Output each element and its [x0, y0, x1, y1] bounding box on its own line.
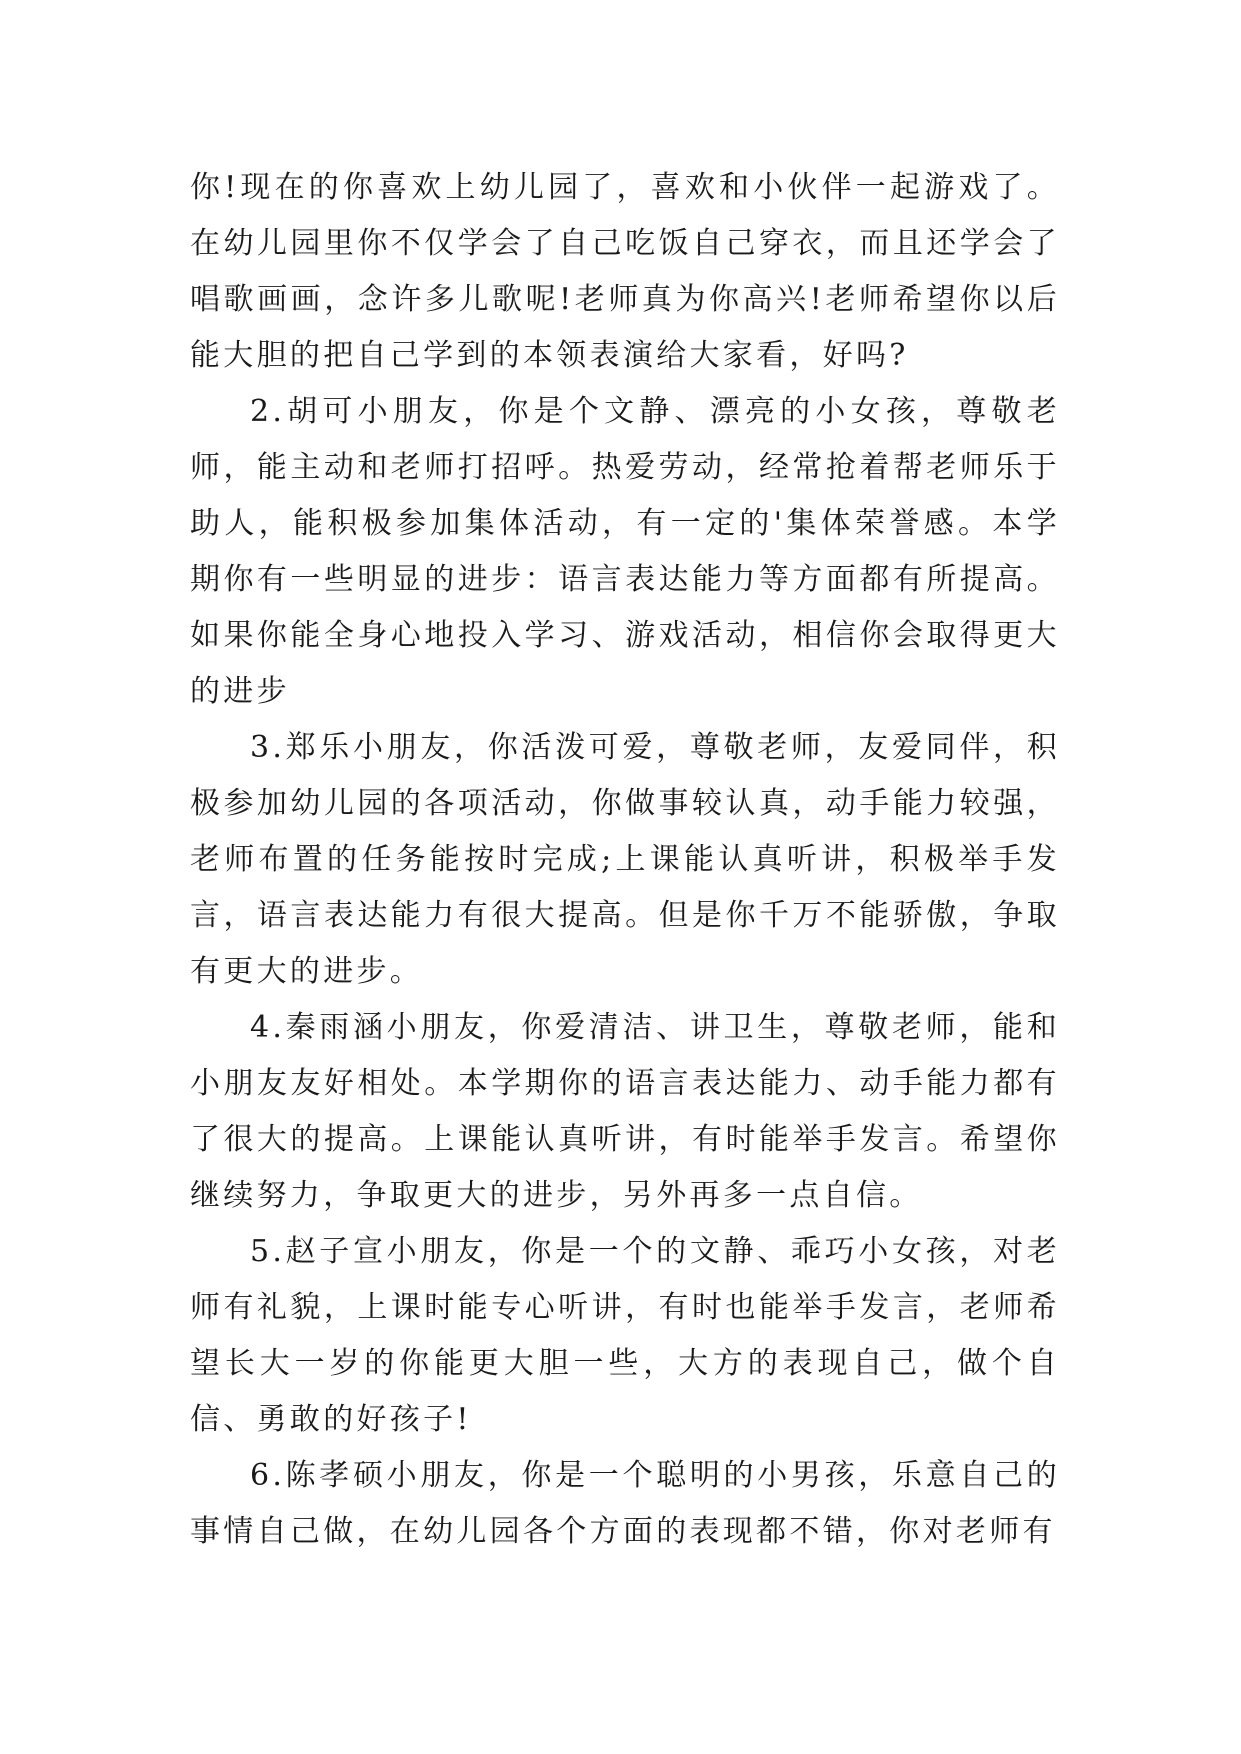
- paragraph-4: 4.秦雨涵小朋友，你爱清洁、讲卫生，尊敬老师，能和小朋友友好相处。本学期你的语言表达能力、动手能力都有了很大的提高。上课能认真听讲，有时能举手发言。希望你继续努力，争取更大的进步，另外再多一点自信。: [190, 1010, 1060, 1213]
- paragraph-2: 2.胡可小朋友，你是个文静、漂亮的小女孩，尊敬老师，能主动和老师打招呼。热爱劳动，经常抢着帮老师乐于助人，能积极参加集体活动，有一定的'集体荣誉感。本学期你有一些明显的进步：语言表达能力等方面都有所提高。如果你能全身心地投入学习、游戏活动，相信你会取得更大的进步: [190, 394, 1060, 709]
- document-page: [190, 160, 1060, 1560]
- paragraph-6: 6.陈孝硕小朋友，你是一个聪明的小男孩，乐意自己的事情自己做，在幼儿园各个方面的表现都不错，你对老师有: [190, 1458, 1060, 1549]
- paragraph-3: 3.郑乐小朋友，你活泼可爱，尊敬老师，友爱同伴，积极参加幼儿园的各项活动，你做事较认真，动手能力较强，老师布置的任务能按时完成;上课能认真听讲，积极举手发言，语言表达能力有很大提高。但是你千万不能骄傲，争取有更大的进步。: [190, 730, 1060, 989]
- paragraph-1: 你!现在的你喜欢上幼儿园了，喜欢和小伙伴一起游戏了。在幼儿园里你不仅学会了自己吃饭自己穿衣，而且还学会了唱歌画画，念许多儿歌呢!老师真为你高兴!老师希望你以后能大胆的把自己学到的本领表演给大家看，好吗?: [190, 170, 1060, 373]
- paragraph-5: 5.赵子宣小朋友，你是一个的文静、乖巧小女孩，对老师有礼貌，上课时能专心听讲，有时也能举手发言，老师希望长大一岁的你能更大胆一些，大方的表现自己，做个自信、勇敢的好孩子!: [190, 1234, 1060, 1437]
